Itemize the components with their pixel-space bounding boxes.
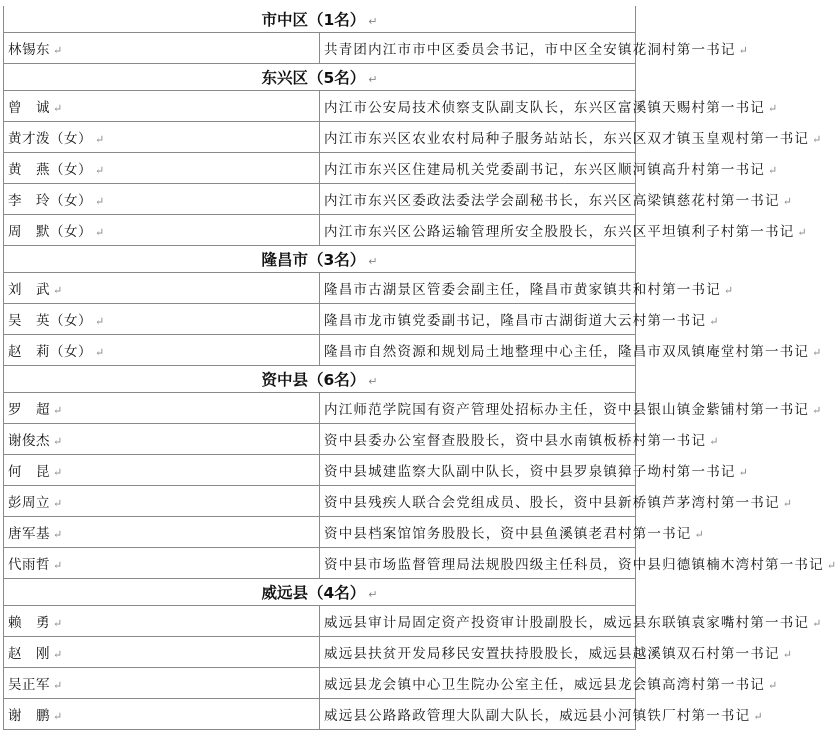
table-row [4,486,636,517]
table-row [4,668,636,699]
paragraph-mark: ↵ [782,497,794,510]
person-duty [320,335,823,366]
person-duty [320,637,794,668]
person-duty [320,153,779,184]
person-name-text: 黄 燕（女） [8,162,92,178]
person-duty-text: 内江市东兴区委政法委法学会副秘书长，东兴区高梁镇慈花村第一书记 [324,193,780,209]
paragraph-mark: ↵ [723,284,735,297]
table-row [4,637,636,668]
section-heading-row [4,579,636,606]
paragraph-mark: ↵ [53,648,63,661]
table-row [4,91,636,122]
table-row [4,455,636,486]
section-heading-cell [4,579,636,606]
person-duty-text: 威远县公路路政管理大队副大队长，威远县小河镇铁厂村第一书记 [324,708,751,724]
person-name [4,668,320,699]
table-row [4,335,636,366]
paragraph-mark: ↵ [53,102,63,115]
secretary-list-table [3,6,837,730]
paragraph-mark: ↵ [768,102,779,115]
paragraph-mark: ↵ [368,15,378,28]
person-name-text: 赵 刚 [8,646,50,662]
section-heading: 威远县（4名） [261,584,366,602]
paragraph-mark: ↵ [826,559,837,572]
paragraph-mark: ↵ [782,195,794,208]
paragraph-mark: ↵ [738,44,750,57]
paragraph-mark: ↵ [53,710,63,723]
person-duty-text: 隆昌市古湖景区管委会副主任，隆昌市黄家镇共和村第一书记 [324,282,721,298]
paragraph-mark: ↵ [53,559,63,572]
paragraph-mark: ↵ [738,466,750,479]
person-duty-text: 共青团内江市市中区委员会书记，市中区全安镇花洞村第一书记 [324,42,736,58]
paragraph-mark: ↵ [95,164,105,177]
paragraph-mark: ↵ [95,226,105,239]
person-duty-text: 威远县审计局固定资产投资审计股副股长，威远县东联镇袁家嘴村第一书记 [324,615,810,631]
table-row [4,517,636,548]
person-duty [320,184,794,215]
paragraph-mark: ↵ [368,255,378,268]
person-duty [320,668,779,699]
table-row [4,122,636,153]
section-heading-row [4,246,636,273]
table-row [4,393,636,424]
person-duty-text: 内江市东兴区农业农村局种子服务站站长，东兴区双才镇玉皇观村第一书记 [324,131,810,147]
person-duty-text: 隆昌市龙市镇党委副书记，隆昌市古湖街道大云村第一书记 [324,313,707,329]
paragraph-mark: ↵ [53,497,63,510]
table-row [4,33,636,64]
section-heading-cell [4,64,636,91]
person-name [4,33,320,64]
person-name [4,517,320,548]
table-row [4,548,636,579]
person-name-text: 林锡东 [8,42,50,58]
paragraph-mark: ↵ [53,435,63,448]
table-row [4,184,636,215]
person-duty [320,215,808,246]
person-name [4,273,320,304]
table-row [4,424,636,455]
person-duty [320,33,750,64]
paragraph-mark: ↵ [368,588,378,601]
paragraph-mark: ↵ [53,528,63,541]
person-name-text: 彭周立 [8,495,50,511]
person-name [4,699,320,730]
section-heading: 市中区（1名） [261,11,366,29]
paragraph-mark: ↵ [768,679,779,692]
person-duty [320,393,823,424]
paragraph-mark: ↵ [709,315,720,328]
person-name [4,606,320,637]
person-duty [320,606,823,637]
paragraph-mark: ↵ [53,679,63,692]
paragraph-mark: ↵ [95,346,105,359]
section-heading-cell [4,246,636,273]
person-duty [320,517,705,548]
person-duty-text: 内江市东兴区住建局机关党委副书记，东兴区顺河镇高升村第一书记 [324,162,765,178]
paragraph-mark: ↵ [812,133,823,146]
person-name-text: 唐军基 [8,526,50,542]
person-duty [320,455,750,486]
person-name [4,184,320,215]
person-duty [320,424,720,455]
person-name-text: 吴正军 [8,677,50,693]
table-row [4,606,636,637]
person-duty [320,548,837,579]
person-name-text: 曾 诚 [8,100,50,116]
paragraph-mark: ↵ [797,226,808,239]
paragraph-mark: ↵ [709,435,720,448]
person-name [4,215,320,246]
person-duty-text: 威远县扶贫开发局移民安置扶持股股长，威远县越溪镇双石村第一书记 [324,646,780,662]
section-heading: 东兴区（5名） [261,69,366,87]
person-duty [320,304,720,335]
section-heading-row [4,64,636,91]
person-name-text: 吴 英（女） [8,313,92,329]
paragraph-mark: ↵ [812,404,823,417]
paragraph-mark: ↵ [782,648,794,661]
person-duty-text: 资中县档案馆馆务股股长，资中县鱼溪镇老君村第一书记 [324,526,692,542]
paragraph-mark: ↵ [768,164,779,177]
person-duty-text: 资中县城建监察大队副中队长，资中县罗泉镇獐子坳村第一书记 [324,464,736,480]
person-duty [320,486,794,517]
person-duty-text: 内江市公安局技术侦察支队副支队长，东兴区富溪镇天赐村第一书记 [324,100,765,116]
table-row [4,304,636,335]
person-name [4,153,320,184]
person-name [4,486,320,517]
person-name-text: 罗 超 [8,402,50,418]
paragraph-mark: ↵ [812,617,823,630]
person-name-text: 何 昆 [8,464,50,480]
paragraph-mark: ↵ [95,315,105,328]
person-name [4,91,320,122]
person-name [4,424,320,455]
person-name-text: 谢 鹏 [8,708,50,724]
person-duty-text: 资中县委办公室督查股股长，资中县水南镇板桥村第一书记 [324,433,707,449]
paragraph-mark: ↵ [53,284,63,297]
person-duty [320,699,764,730]
person-name-text: 刘 武 [8,282,50,298]
person-duty [320,122,823,153]
paragraph-mark: ↵ [368,73,378,86]
paragraph-mark: ↵ [53,44,63,57]
table-row [4,273,636,304]
section-heading: 资中县（6名） [261,371,366,389]
person-name [4,304,320,335]
person-name [4,122,320,153]
person-name [4,393,320,424]
person-name-text: 李 玲（女） [8,193,92,209]
person-name [4,548,320,579]
person-name [4,455,320,486]
person-duty-text: 内江师范学院国有资产管理处招标办主任，资中县银山镇金紫铺村第一书记 [324,402,810,418]
paragraph-mark: ↵ [753,710,764,723]
section-heading-cell [4,366,636,393]
person-name-text: 赵 莉（女） [8,344,92,360]
person-duty-text: 资中县市场监督管理局法规股四级主任科员，资中县归德镇楠木湾村第一书记 [324,557,824,573]
person-duty [320,91,779,122]
paragraph-mark: ↵ [53,617,63,630]
person-name [4,335,320,366]
table-row [4,153,636,184]
section-heading: 隆昌市（3名） [261,251,366,269]
paragraph-mark: ↵ [53,466,63,479]
person-duty-text: 资中县残疾人联合会党组成员、股长，资中县新桥镇芦茅湾村第一书记 [324,495,780,511]
paragraph-mark: ↵ [95,133,105,146]
paragraph-mark: ↵ [694,528,705,541]
table-row [4,699,636,730]
person-duty-text: 威远县龙会镇中心卫生院办公室主任，威远县龙会镇高湾村第一书记 [324,677,765,693]
paragraph-mark: ↵ [53,404,63,417]
person-duty [320,273,735,304]
person-duty-text: 隆昌市自然资源和规划局土地整理中心主任，隆昌市双凤镇庵堂村第一书记 [324,344,810,360]
paragraph-mark: ↵ [368,375,378,388]
paragraph-mark: ↵ [812,346,823,359]
person-name-text: 周 默（女） [8,224,92,240]
table-row [4,215,636,246]
person-name-text: 代雨哲 [8,557,50,573]
person-name [4,637,320,668]
section-heading-row [4,366,636,393]
person-duty-text: 内江市东兴区公路运输管理所安全股股长，东兴区平坦镇利子村第一书记 [324,224,795,240]
paragraph-mark: ↵ [95,195,105,208]
person-name-text: 黄才泼（女） [8,131,92,147]
person-name-text: 谢俊杰 [8,433,50,449]
person-name-text: 赖 勇 [8,615,50,631]
section-heading-cell [4,6,636,33]
section-heading-row [4,6,636,33]
